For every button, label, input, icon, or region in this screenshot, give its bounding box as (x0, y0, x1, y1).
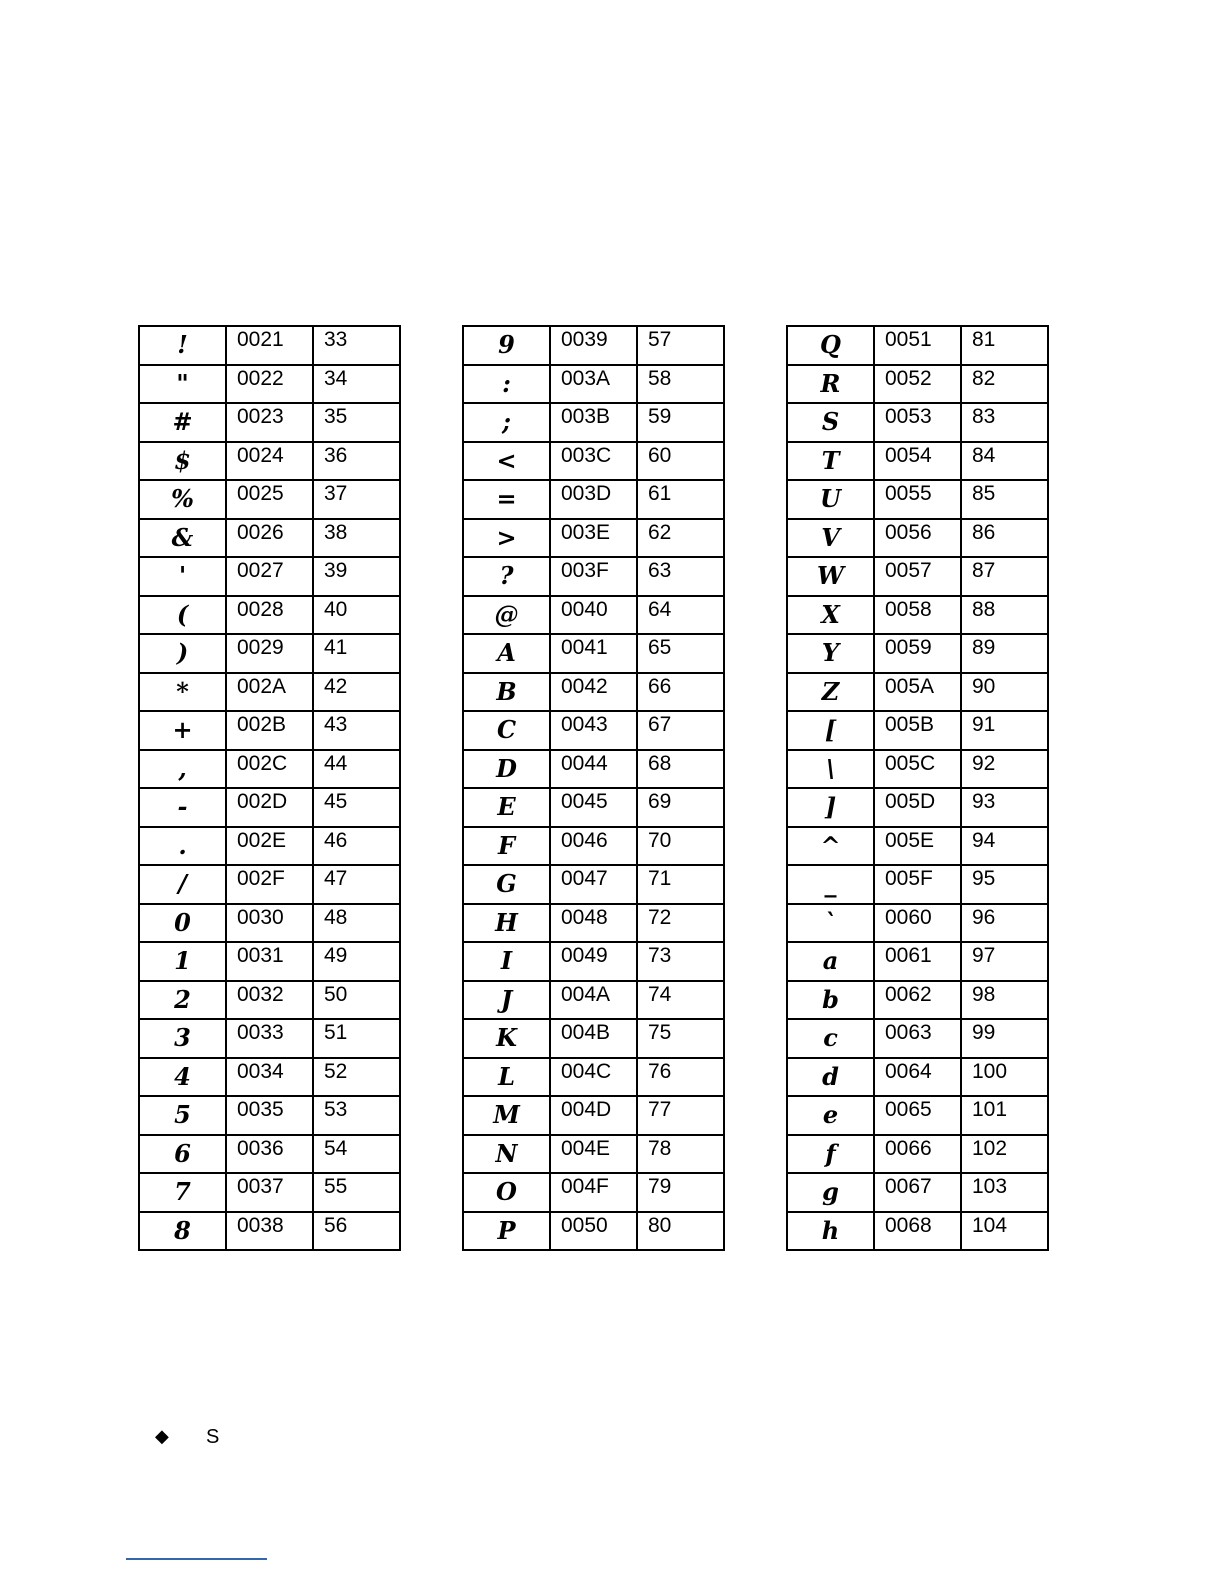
decimal-code-cell: 35 (313, 403, 400, 442)
hex-code-cell: 004D (550, 1096, 637, 1135)
glyph-cell: R (787, 365, 874, 404)
glyph-cell: \ (787, 750, 874, 789)
table-row (787, 365, 1048, 404)
glyph-cell: O (463, 1173, 550, 1212)
char-table-2 (462, 325, 725, 1251)
table-row (463, 519, 724, 558)
glyph-cell: B (463, 673, 550, 712)
glyph-cell: M (463, 1096, 550, 1135)
table-row (787, 981, 1048, 1020)
table-row (463, 1173, 724, 1212)
decimal-code-cell: 102 (961, 1135, 1048, 1174)
glyph-cell: ' (139, 557, 226, 596)
glyph-cell: W (787, 557, 874, 596)
hex-code-cell: 0056 (874, 519, 961, 558)
hex-code-cell: 0043 (550, 711, 637, 750)
glyph-cell: E (463, 788, 550, 827)
decimal-code-cell: 78 (637, 1135, 724, 1174)
note-text: S (206, 1426, 220, 1448)
hex-code-cell: 004F (550, 1173, 637, 1212)
char-table-1 (138, 325, 401, 1251)
decimal-code-cell: 44 (313, 750, 400, 789)
glyph-cell: ? (463, 557, 550, 596)
decimal-code-cell: 40 (313, 596, 400, 635)
table-row (463, 865, 724, 904)
glyph-cell: S (787, 403, 874, 442)
table-row (787, 326, 1048, 365)
table-row (139, 326, 400, 365)
glyph-cell: Y (787, 634, 874, 673)
decimal-code-cell: 103 (961, 1173, 1048, 1212)
hex-code-cell: 0058 (874, 596, 961, 635)
glyph-cell: a (787, 942, 874, 981)
decimal-code-cell: 41 (313, 634, 400, 673)
table-row (139, 1058, 400, 1097)
decimal-code-cell: 73 (637, 942, 724, 981)
table-row (139, 596, 400, 635)
glyph-cell: + (139, 711, 226, 750)
hex-code-cell: 0063 (874, 1019, 961, 1058)
glyph-cell: 9 (463, 326, 550, 365)
decimal-code-cell: 97 (961, 942, 1048, 981)
decimal-code-cell: 104 (961, 1212, 1048, 1251)
hex-code-cell: 0029 (226, 634, 313, 673)
glyph-cell: J (463, 981, 550, 1020)
decimal-code-cell: 75 (637, 1019, 724, 1058)
decimal-code-cell: 51 (313, 1019, 400, 1058)
table-row (139, 1096, 400, 1135)
decimal-code-cell: 100 (961, 1058, 1048, 1097)
hex-code-cell: 0049 (550, 942, 637, 981)
decimal-code-cell: 80 (637, 1212, 724, 1251)
glyph-cell: & (139, 519, 226, 558)
decimal-code-cell: 87 (961, 557, 1048, 596)
glyph-cell: V (787, 519, 874, 558)
table-row (787, 673, 1048, 712)
glyph-cell: [ (787, 711, 874, 750)
hex-code-cell: 005C (874, 750, 961, 789)
hex-code-cell: 0031 (226, 942, 313, 981)
glyph-cell: $ (139, 442, 226, 481)
table-row (787, 942, 1048, 981)
decimal-code-cell: 50 (313, 981, 400, 1020)
hex-code-cell: 0027 (226, 557, 313, 596)
glyph-cell: T (787, 442, 874, 481)
hex-code-cell: 005E (874, 827, 961, 866)
decimal-code-cell: 63 (637, 557, 724, 596)
glyph-cell: : (463, 365, 550, 404)
decimal-code-cell: 52 (313, 1058, 400, 1097)
decimal-code-cell: 60 (637, 442, 724, 481)
hex-code-cell: 003A (550, 365, 637, 404)
decimal-code-cell: 79 (637, 1173, 724, 1212)
hex-code-cell: 0067 (874, 1173, 961, 1212)
decimal-code-cell: 91 (961, 711, 1048, 750)
glyph-cell: ! (139, 326, 226, 365)
hex-code-cell: 003F (550, 557, 637, 596)
glyph-cell: b (787, 981, 874, 1020)
hex-code-cell: 0062 (874, 981, 961, 1020)
table-row (787, 904, 1048, 943)
table-row (787, 865, 1048, 904)
table-row (787, 711, 1048, 750)
glyph-cell: K (463, 1019, 550, 1058)
table-row (787, 634, 1048, 673)
hex-code-cell: 002F (226, 865, 313, 904)
hex-code-cell: 0053 (874, 403, 961, 442)
decimal-code-cell: 71 (637, 865, 724, 904)
hex-code-cell: 0021 (226, 326, 313, 365)
glyph-cell: / (139, 865, 226, 904)
table-row (139, 634, 400, 673)
glyph-cell: " (139, 365, 226, 404)
hex-code-cell: 0059 (874, 634, 961, 673)
decimal-code-cell: 67 (637, 711, 724, 750)
hex-code-cell: 0028 (226, 596, 313, 635)
glyph-cell: 4 (139, 1058, 226, 1097)
glyph-cell: D (463, 750, 550, 789)
glyph-cell: # (139, 403, 226, 442)
decimal-code-cell: 43 (313, 711, 400, 750)
hex-code-cell: 002A (226, 673, 313, 712)
glyph-cell: . (139, 827, 226, 866)
glyph-cell: - (139, 788, 226, 827)
glyph-cell: A (463, 634, 550, 673)
hex-code-cell: 002B (226, 711, 313, 750)
decimal-code-cell: 65 (637, 634, 724, 673)
table-row (787, 442, 1048, 481)
table-row (139, 865, 400, 904)
glyph-cell: P (463, 1212, 550, 1251)
table-row (463, 1212, 724, 1251)
glyph-cell: 2 (139, 981, 226, 1020)
decimal-code-cell: 98 (961, 981, 1048, 1020)
decimal-code-cell: 37 (313, 480, 400, 519)
hex-code-cell: 0068 (874, 1212, 961, 1251)
glyph-cell: ) (139, 634, 226, 673)
hex-code-cell: 0045 (550, 788, 637, 827)
glyph-cell: e (787, 1096, 874, 1135)
decimal-code-cell: 38 (313, 519, 400, 558)
glyph-cell: 3 (139, 1019, 226, 1058)
table-row (787, 1058, 1048, 1097)
glyph-cell: N (463, 1135, 550, 1174)
table-row (463, 442, 724, 481)
diamond-bullet-icon: ◆ (155, 1426, 169, 1446)
table-row (139, 827, 400, 866)
decimal-code-cell: 76 (637, 1058, 724, 1097)
glyph-cell: g (787, 1173, 874, 1212)
decimal-code-cell: 56 (313, 1212, 400, 1251)
table-row (463, 557, 724, 596)
table-row (139, 1173, 400, 1212)
hex-code-cell: 0038 (226, 1212, 313, 1251)
glyph-cell: 5 (139, 1096, 226, 1135)
decimal-code-cell: 81 (961, 326, 1048, 365)
decimal-code-cell: 93 (961, 788, 1048, 827)
hex-code-cell: 002E (226, 827, 313, 866)
hex-code-cell: 004B (550, 1019, 637, 1058)
decimal-code-cell: 96 (961, 904, 1048, 943)
table-row (139, 557, 400, 596)
decimal-code-cell: 95 (961, 865, 1048, 904)
decimal-code-cell: 70 (637, 827, 724, 866)
decimal-code-cell: 68 (637, 750, 724, 789)
hex-code-cell: 0040 (550, 596, 637, 635)
glyph-cell: U (787, 480, 874, 519)
table-row (787, 827, 1048, 866)
decimal-code-cell: 33 (313, 326, 400, 365)
table-row (463, 480, 724, 519)
table-row (463, 942, 724, 981)
table-row (463, 403, 724, 442)
table-row (787, 403, 1048, 442)
table-row (139, 673, 400, 712)
decimal-code-cell: 55 (313, 1173, 400, 1212)
hex-code-cell: 0065 (874, 1096, 961, 1135)
glyph-cell: , (139, 750, 226, 789)
hex-code-cell: 003B (550, 403, 637, 442)
hex-code-cell: 0066 (874, 1135, 961, 1174)
glyph-cell: ( (139, 596, 226, 635)
glyph-cell: ^ (787, 827, 874, 866)
table-row (139, 519, 400, 558)
char-table-3 (786, 325, 1049, 1251)
hex-code-cell: 005B (874, 711, 961, 750)
glyph-cell: G (463, 865, 550, 904)
decimal-code-cell: 34 (313, 365, 400, 404)
decimal-code-cell: 89 (961, 634, 1048, 673)
table-row (463, 634, 724, 673)
table-row (463, 904, 724, 943)
table-row (139, 711, 400, 750)
glyph-cell: 0 (139, 904, 226, 943)
decimal-code-cell: 99 (961, 1019, 1048, 1058)
decimal-code-cell: 101 (961, 1096, 1048, 1135)
table-row (463, 788, 724, 827)
glyph-cell: % (139, 480, 226, 519)
decimal-code-cell: 85 (961, 480, 1048, 519)
hex-code-cell: 0047 (550, 865, 637, 904)
decimal-code-cell: 90 (961, 673, 1048, 712)
decimal-code-cell: 58 (637, 365, 724, 404)
table-row (139, 365, 400, 404)
hex-code-cell: 002C (226, 750, 313, 789)
hex-code-cell: 004C (550, 1058, 637, 1097)
table-row (787, 596, 1048, 635)
glyph-cell: 7 (139, 1173, 226, 1212)
decimal-code-cell: 77 (637, 1096, 724, 1135)
hex-code-cell: 0034 (226, 1058, 313, 1097)
decimal-code-cell: 49 (313, 942, 400, 981)
table-row (787, 1019, 1048, 1058)
table-row (463, 365, 724, 404)
decimal-code-cell: 86 (961, 519, 1048, 558)
decimal-code-cell: 88 (961, 596, 1048, 635)
table-row (463, 750, 724, 789)
table-row (463, 673, 724, 712)
hex-code-cell: 003C (550, 442, 637, 481)
table-row (463, 827, 724, 866)
hex-code-cell: 0032 (226, 981, 313, 1020)
hex-code-cell: 002D (226, 788, 313, 827)
decimal-code-cell: 64 (637, 596, 724, 635)
decimal-code-cell: 46 (313, 827, 400, 866)
hex-code-cell: 0035 (226, 1096, 313, 1135)
hex-code-cell: 0025 (226, 480, 313, 519)
table-row (787, 1212, 1048, 1251)
hex-code-cell: 0060 (874, 904, 961, 943)
hex-code-cell: 005F (874, 865, 961, 904)
hex-code-cell: 0044 (550, 750, 637, 789)
table-row (787, 788, 1048, 827)
table-row (787, 557, 1048, 596)
table-row (463, 596, 724, 635)
decimal-code-cell: 48 (313, 904, 400, 943)
glyph-cell: I (463, 942, 550, 981)
table-row (463, 1019, 724, 1058)
table-row (787, 480, 1048, 519)
decimal-code-cell: 72 (637, 904, 724, 943)
table-row (139, 403, 400, 442)
decimal-code-cell: 62 (637, 519, 724, 558)
glyph-cell: 6 (139, 1135, 226, 1174)
glyph-cell: 1 (139, 942, 226, 981)
decimal-code-cell: 47 (313, 865, 400, 904)
decimal-code-cell: 82 (961, 365, 1048, 404)
hex-code-cell: 0061 (874, 942, 961, 981)
table-row (787, 1135, 1048, 1174)
hex-code-cell: 005D (874, 788, 961, 827)
decimal-code-cell: 57 (637, 326, 724, 365)
table-row (139, 788, 400, 827)
hex-code-cell: 0037 (226, 1173, 313, 1212)
hex-code-cell: 0024 (226, 442, 313, 481)
hex-code-cell: 004A (550, 981, 637, 1020)
glyph-cell: ` (787, 904, 874, 943)
decimal-code-cell: 84 (961, 442, 1048, 481)
glyph-cell: 8 (139, 1212, 226, 1251)
table-row (787, 1173, 1048, 1212)
glyph-cell: > (463, 519, 550, 558)
glyph-cell: @ (463, 596, 550, 635)
table-row (787, 519, 1048, 558)
table-row (139, 1135, 400, 1174)
glyph-cell: ] (787, 788, 874, 827)
glyph-cell: = (463, 480, 550, 519)
hex-code-cell: 0039 (550, 326, 637, 365)
table-row (139, 942, 400, 981)
glyph-cell: c (787, 1019, 874, 1058)
decimal-code-cell: 54 (313, 1135, 400, 1174)
decimal-code-cell: 45 (313, 788, 400, 827)
hex-code-cell: 0026 (226, 519, 313, 558)
table-row (139, 480, 400, 519)
hex-code-cell: 0030 (226, 904, 313, 943)
hex-code-cell: 0052 (874, 365, 961, 404)
hex-code-cell: 003D (550, 480, 637, 519)
decimal-code-cell: 53 (313, 1096, 400, 1135)
glyph-cell: F (463, 827, 550, 866)
glyph-cell: ; (463, 403, 550, 442)
table-row (139, 750, 400, 789)
glyph-cell: f (787, 1135, 874, 1174)
decimal-code-cell: 83 (961, 403, 1048, 442)
glyph-cell: Q (787, 326, 874, 365)
table-row (463, 711, 724, 750)
decimal-code-cell: 42 (313, 673, 400, 712)
glyph-cell: < (463, 442, 550, 481)
hex-code-cell: 0050 (550, 1212, 637, 1251)
table-row (139, 442, 400, 481)
decimal-code-cell: 69 (637, 788, 724, 827)
table-row (463, 1058, 724, 1097)
glyph-cell: * (139, 673, 226, 712)
decimal-code-cell: 94 (961, 827, 1048, 866)
hex-code-cell: 0057 (874, 557, 961, 596)
hex-code-cell: 0054 (874, 442, 961, 481)
decimal-code-cell: 66 (637, 673, 724, 712)
hex-code-cell: 005A (874, 673, 961, 712)
hex-code-cell: 0041 (550, 634, 637, 673)
hex-code-cell: 003E (550, 519, 637, 558)
glyph-cell: C (463, 711, 550, 750)
hex-code-cell: 0064 (874, 1058, 961, 1097)
hex-code-cell: 0036 (226, 1135, 313, 1174)
decimal-code-cell: 39 (313, 557, 400, 596)
hex-code-cell: 0048 (550, 904, 637, 943)
table-row (139, 904, 400, 943)
hex-code-cell: 0042 (550, 673, 637, 712)
decimal-code-cell: 74 (637, 981, 724, 1020)
table-row (463, 326, 724, 365)
footnote-separator (126, 1558, 267, 1560)
hex-code-cell: 0051 (874, 326, 961, 365)
table-row (787, 750, 1048, 789)
table-row (139, 1212, 400, 1251)
hex-code-cell: 0033 (226, 1019, 313, 1058)
table-row (463, 1135, 724, 1174)
hex-code-cell: 0023 (226, 403, 313, 442)
table-row (463, 1096, 724, 1135)
glyph-cell: d (787, 1058, 874, 1097)
glyph-cell: H (463, 904, 550, 943)
glyph-cell: X (787, 596, 874, 635)
hex-code-cell: 0022 (226, 365, 313, 404)
table-row (139, 981, 400, 1020)
hex-code-cell: 0046 (550, 827, 637, 866)
decimal-code-cell: 92 (961, 750, 1048, 789)
hex-code-cell: 004E (550, 1135, 637, 1174)
table-row (463, 981, 724, 1020)
glyph-cell: _ (787, 865, 874, 904)
decimal-code-cell: 36 (313, 442, 400, 481)
decimal-code-cell: 59 (637, 403, 724, 442)
glyph-cell: Z (787, 673, 874, 712)
glyph-cell: h (787, 1212, 874, 1251)
table-row (787, 1096, 1048, 1135)
hex-code-cell: 0055 (874, 480, 961, 519)
glyph-cell: L (463, 1058, 550, 1097)
table-row (139, 1019, 400, 1058)
decimal-code-cell: 61 (637, 480, 724, 519)
